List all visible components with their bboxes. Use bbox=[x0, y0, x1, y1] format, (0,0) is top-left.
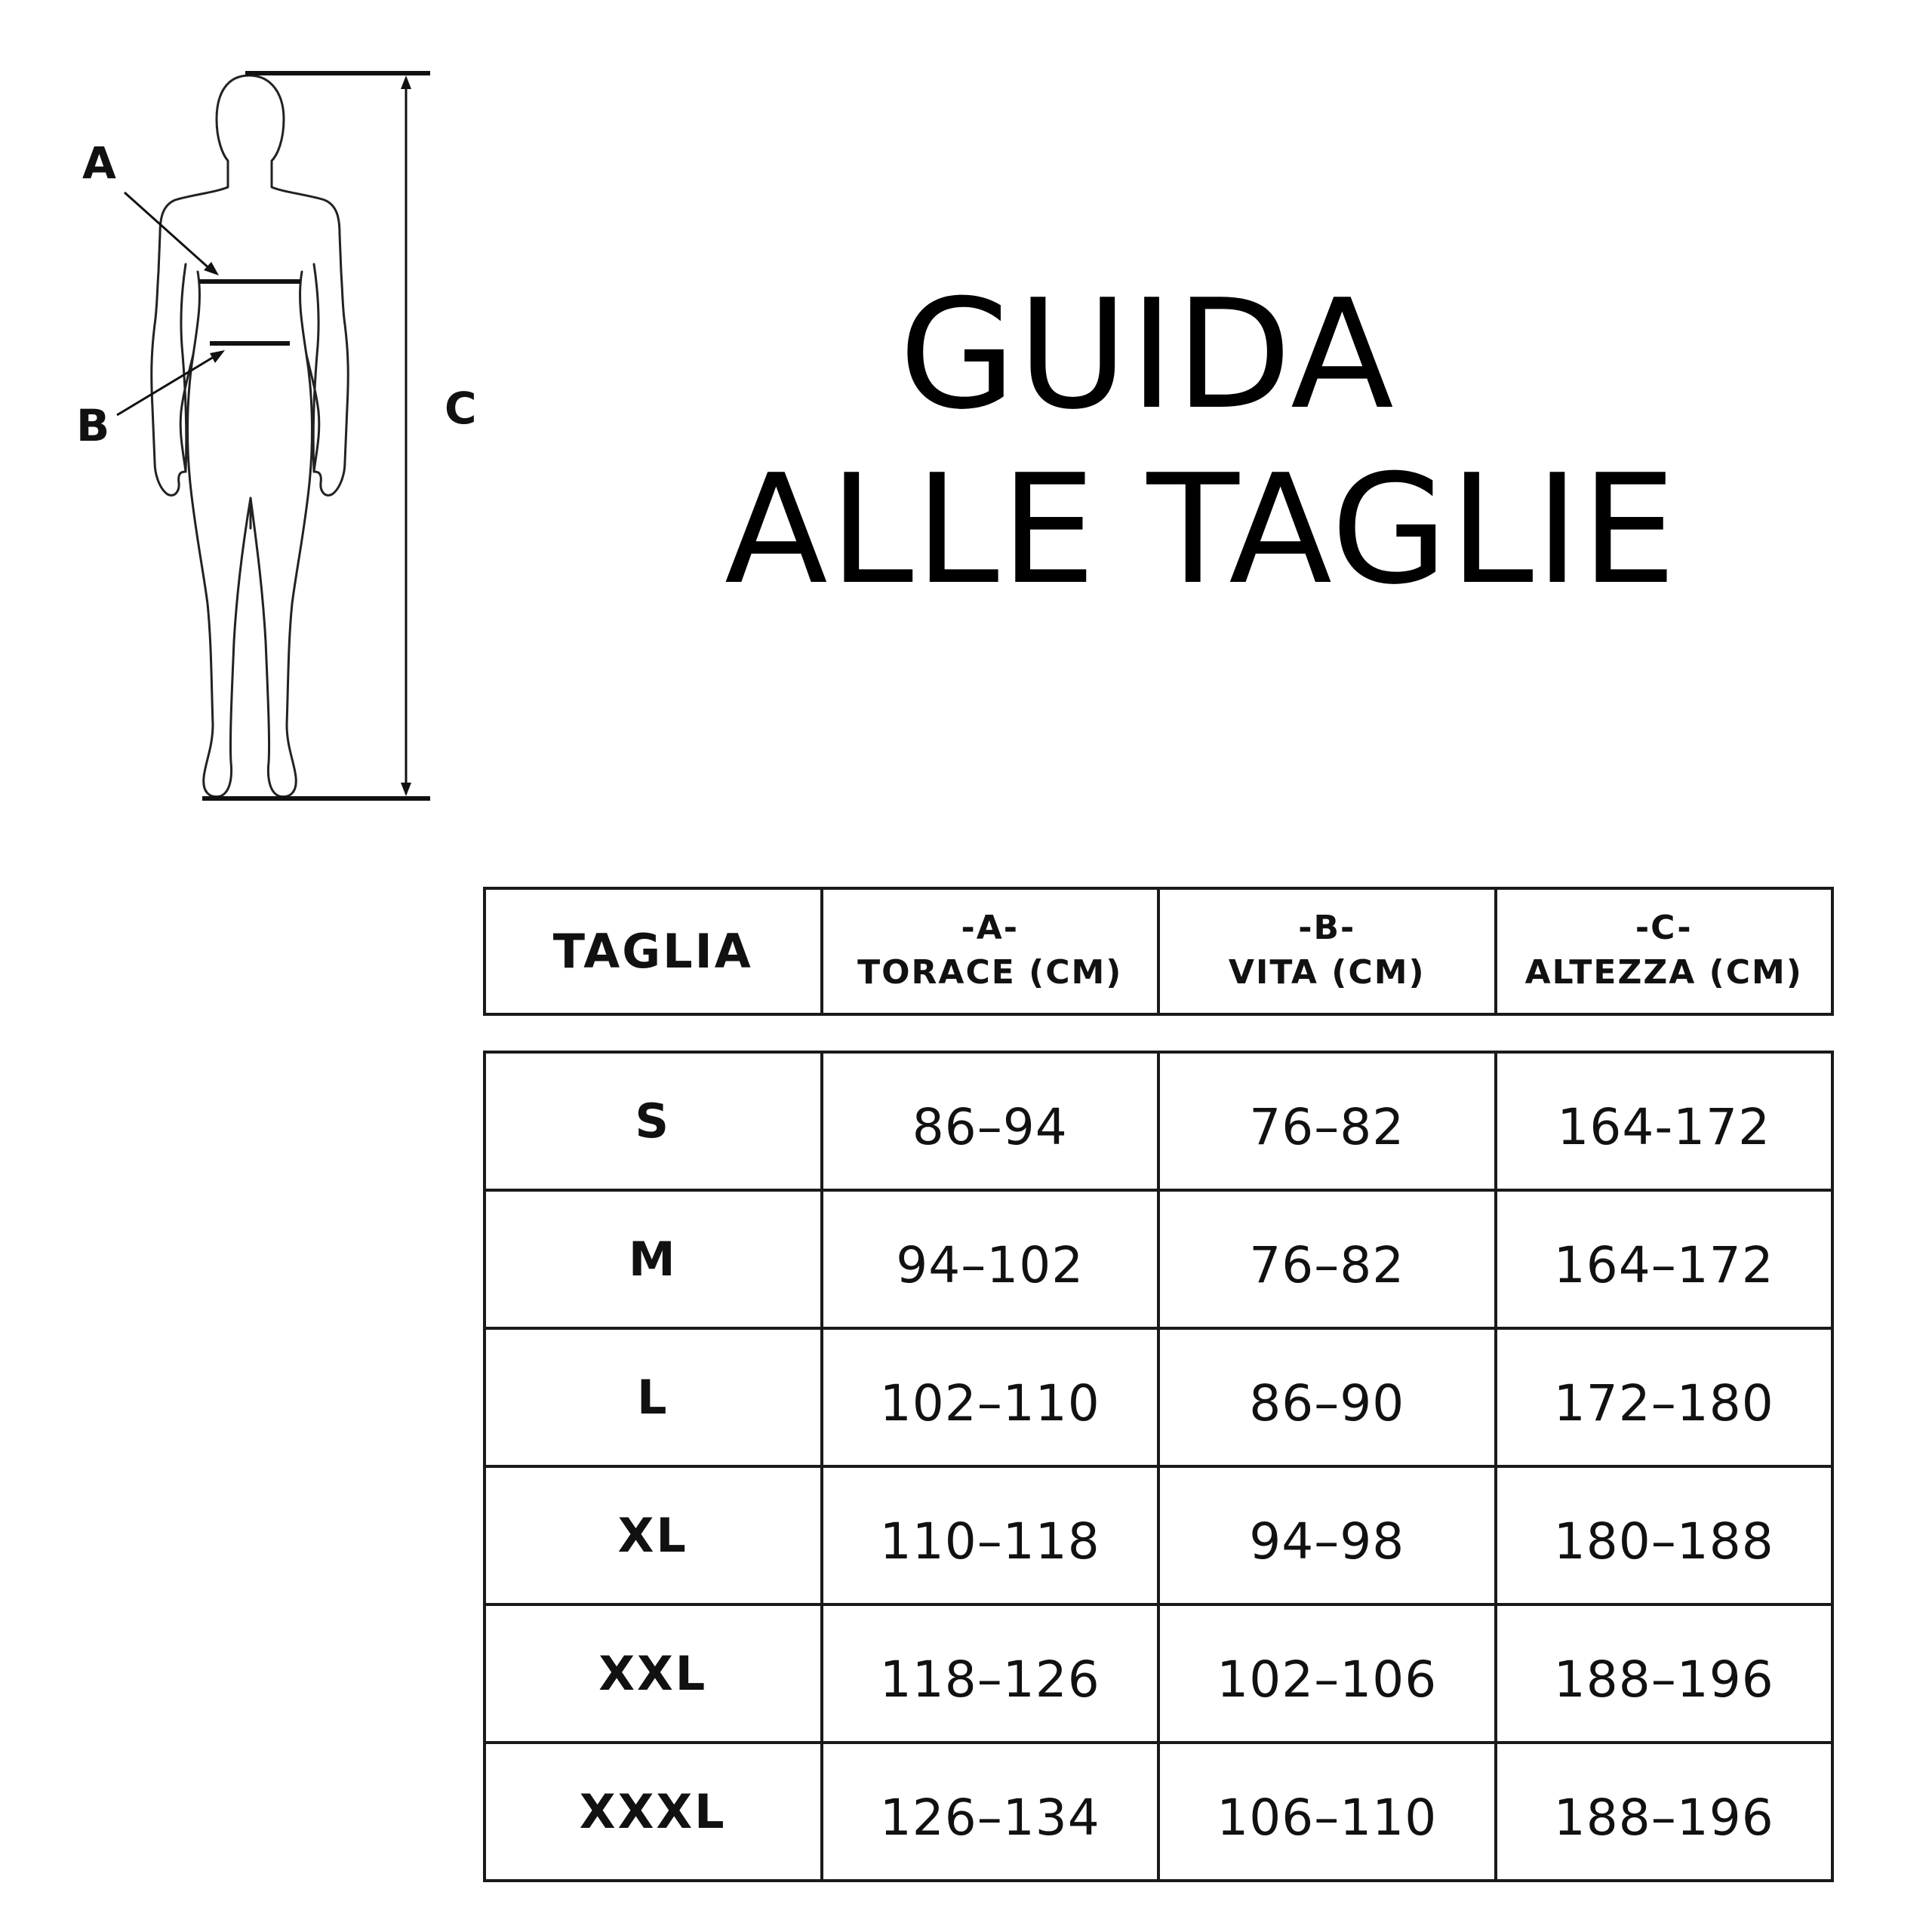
altezza-cell: 164–172 bbox=[1496, 1190, 1833, 1328]
page-title bbox=[724, 267, 1678, 618]
table-row bbox=[485, 1604, 1832, 1743]
vita-cell: 106–110 bbox=[1158, 1743, 1496, 1881]
torace-cell: 102–110 bbox=[822, 1328, 1159, 1466]
table-row bbox=[485, 1743, 1832, 1881]
header-label: VITA (CM) bbox=[1228, 952, 1426, 992]
torace-cell: 86–94 bbox=[822, 1052, 1159, 1190]
torace-cell: 118–126 bbox=[822, 1604, 1159, 1743]
header-label: TORACE (CM) bbox=[857, 952, 1123, 992]
size-cell: L bbox=[485, 1328, 822, 1466]
altezza-cell: 180–188 bbox=[1496, 1466, 1833, 1604]
header-label: ALTEZZA (CM) bbox=[1524, 952, 1803, 992]
label-c: C bbox=[445, 383, 477, 434]
header-cell-altezza bbox=[1496, 888, 1833, 1014]
altezza-cell: 172–180 bbox=[1496, 1328, 1833, 1466]
header-code: -C- bbox=[1635, 908, 1693, 947]
size-table-header bbox=[483, 887, 1834, 1016]
vita-cell: 76–82 bbox=[1158, 1190, 1496, 1328]
header-code: -A- bbox=[961, 908, 1020, 947]
vita-cell: 94–98 bbox=[1158, 1466, 1496, 1604]
size-cell: XXXL bbox=[485, 1743, 822, 1881]
label-a: A bbox=[82, 137, 116, 189]
altezza-cell: 188–196 bbox=[1496, 1743, 1833, 1881]
header-label: TAGLIA bbox=[552, 924, 753, 979]
altezza-cell: 188–196 bbox=[1496, 1604, 1833, 1743]
title-line-2: ALLE TAGLIE bbox=[724, 442, 1678, 618]
torace-cell: 110–118 bbox=[822, 1466, 1159, 1604]
size-cell: S bbox=[485, 1052, 822, 1190]
body-measurement-diagram bbox=[0, 0, 483, 815]
torace-cell: 94–102 bbox=[822, 1190, 1159, 1328]
table-row bbox=[485, 1328, 1832, 1466]
header-row bbox=[485, 888, 1832, 1014]
header-code: -B- bbox=[1298, 908, 1356, 947]
header-cell-torace bbox=[822, 888, 1159, 1014]
table-row bbox=[485, 1052, 1832, 1190]
vita-cell: 76–82 bbox=[1158, 1052, 1496, 1190]
title-line-1: GUIDA bbox=[899, 267, 1395, 443]
size-cell: XXL bbox=[485, 1604, 822, 1743]
table-row bbox=[485, 1190, 1832, 1328]
size-cell: M bbox=[485, 1190, 822, 1328]
altezza-cell: 164-172 bbox=[1496, 1052, 1833, 1190]
size-table-body bbox=[483, 1051, 1834, 1882]
header-cell-taglia bbox=[485, 888, 822, 1014]
torace-cell: 126–134 bbox=[822, 1743, 1159, 1881]
vita-cell: 86–90 bbox=[1158, 1328, 1496, 1466]
human-figure-outline bbox=[0, 0, 483, 815]
header-cell-vita bbox=[1158, 888, 1496, 1014]
table-row bbox=[485, 1466, 1832, 1604]
size-cell: XL bbox=[485, 1466, 822, 1604]
vita-cell: 102–106 bbox=[1158, 1604, 1496, 1743]
label-b: B bbox=[76, 400, 110, 451]
